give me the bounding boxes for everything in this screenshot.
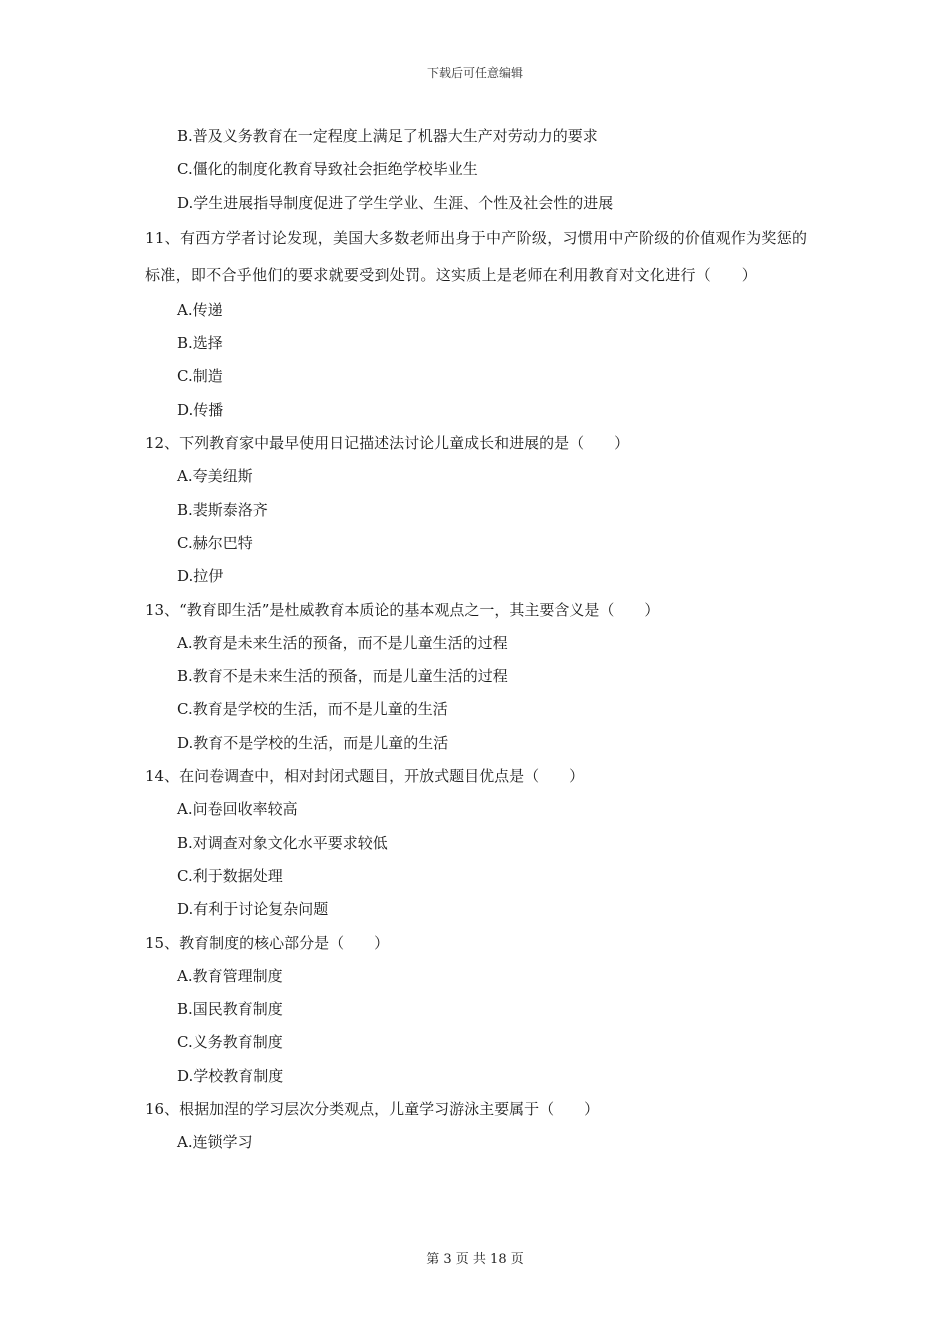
option-line: D.拉伊 (177, 567, 224, 586)
page-header: 下载后可任意编辑 (426, 66, 523, 80)
option-line: B.对调查对象文化水平要求较低 (177, 833, 388, 852)
option-line: C.赫尔巴特 (177, 533, 253, 552)
page-footer: 第 3 页 共 18 页 (426, 1252, 524, 1267)
option-line: C.僵化的制度化教育导致社会拒绝学校毕业生 (177, 160, 478, 179)
question-15 (145, 927, 810, 1093)
option-line: B.选择 (177, 334, 223, 353)
prev-question-options (145, 120, 810, 220)
option-line: B.国民教育制度 (177, 1000, 283, 1019)
option-line: C.制造 (177, 367, 223, 386)
option-line: C.利于数据处理 (177, 866, 283, 885)
question-stem: 13、“教育即生活”是杜威教育本质论的基本观点之一，其主要含义是（ ） (145, 600, 660, 619)
option-line: A.教育是未来生活的预备，而不是儿童生活的过程 (177, 633, 508, 652)
question-12 (145, 427, 810, 593)
option-line: C.教育是学校的生活，而不是儿童的生活 (177, 700, 448, 719)
option-line: C.义务教育制度 (177, 1033, 283, 1052)
question-16 (145, 1093, 810, 1160)
option-line: A.教育管理制度 (177, 966, 283, 985)
option-line: A.问卷回收率较高 (177, 800, 298, 819)
question-13 (145, 594, 810, 760)
option-line: B.教育不是未来生活的预备，而是儿童生活的过程 (177, 667, 508, 686)
question-stem: 14、在问卷调查中，相对封闭式题目，开放式题目优点是（ ） (145, 767, 585, 786)
question-stem: 15、教育制度的核心部分是（ ） (145, 933, 390, 952)
option-line: A.传递 (177, 300, 223, 319)
option-line: D.传播 (177, 400, 224, 419)
option-line: A.连锁学习 (177, 1133, 253, 1152)
document-body (145, 120, 810, 1160)
option-line: D.教育不是学校的生活，而是儿童的生活 (177, 733, 449, 752)
question-stem: 16、根据加涅的学习层次分类观点，儿童学习游泳主要属于（ ） (145, 1100, 600, 1119)
option-line: D.学校教育制度 (177, 1066, 284, 1085)
option-line: B.裴斯泰洛齐 (177, 500, 268, 519)
question-11 (145, 220, 810, 427)
option-line: B.普及义务教育在一定程度上满足了机器大生产对劳动力的要求 (177, 127, 598, 145)
option-line: D.学生进展指导制度促进了学生学业、生涯、个性及社会性的进展 (177, 193, 614, 212)
option-line: D.有利于讨论复杂问题 (177, 900, 329, 919)
question-14 (145, 760, 810, 926)
question-stem: 11、有西方学者讨论发现，美国大多数老师出身于中产阶级，习惯用中产阶级的价值观作为奖惩的标准，即不合乎他们的要求就要受到处罚。这实质上是老师在利用教育对文化进行（ ） (145, 228, 808, 284)
question-stem: 12、下列教育家中最早使用日记描述法讨论儿童成长和进展的是（ ） (145, 434, 630, 453)
option-line: A.夸美纽斯 (177, 467, 253, 486)
